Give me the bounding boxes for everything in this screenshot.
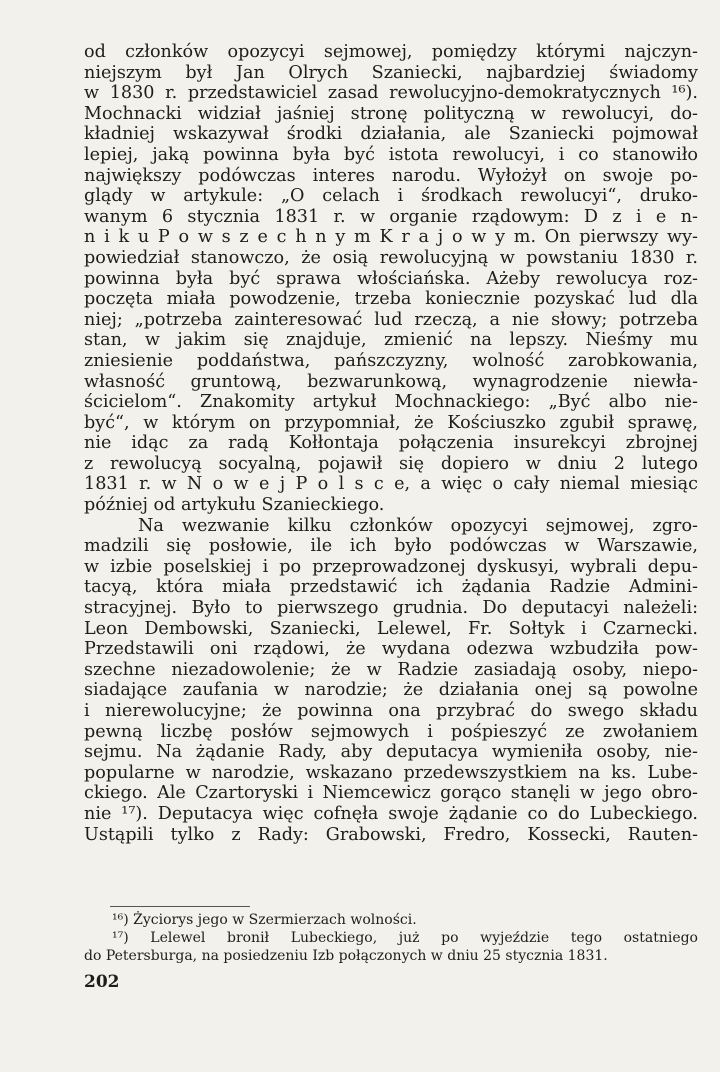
text-line: i nierewolucyjne; że powinna ona przybrać do swego składu [84, 701, 698, 721]
text-line: tacyą, która miała przedstawić ich żądania Radzie Admini- [84, 577, 698, 598]
text-line: z rewolucyą socyalną, pojawił się dopiero w dniu 2 lutego [84, 453, 698, 474]
text-line: zniesienie poddaństwa, pańszczyzny, wolność zarobkowania, [84, 350, 698, 371]
page-number: 202 [84, 972, 120, 992]
text-line: nie ¹⁷). Deputacya więc cofnęła swoje żądanie co do Lubeckiego. [84, 803, 698, 824]
text-line: poczęta miała powodzenie, trzeba koniecznie pozyskać lud dla [84, 289, 698, 310]
text-line: pewną liczbę posłów sejmowych i pośpieszyć ze zwołaniem [84, 721, 698, 742]
text-line: sejmu. Na żądanie Rady, aby deputacya wymieniła osoby, nie- [84, 742, 698, 763]
text-line: być“, w którym on przypomniał, że Kościuszko zgubił sprawę, [84, 412, 698, 433]
text-line: stracyjnej. Było to pierwszego grudnia. Do deputacyi należeli: [84, 598, 698, 619]
text-line: wanym 6 stycznia 1831 r. w organie rządowym: D z i e n- [84, 206, 698, 227]
text-line: Ustąpili tylko z Rady: Grabowski, Fredro, Kossecki, Rauten- [84, 824, 698, 845]
text-line: siadające zaufania w narodzie; że działania onej są powolne [84, 680, 698, 701]
footnote-17: ¹⁷) Lelewel bronił Lubeckiego, już po wyjeździe tego ostatniego [112, 930, 698, 946]
text-line: niejszym był Jan Olrych Szaniecki, najbardziej świadomy [84, 62, 698, 83]
text-line: lepiej, jaką powinna była być istota rewolucyi, i co stanowiło [84, 144, 698, 165]
text-line: w 1830 r. przedstawiciel zasad rewolucyjno-demokratycznych ¹⁶). [84, 83, 698, 104]
text-line: stan, w jakim się znajduje, zmienić na lepszy. Nieśmy mu [84, 330, 698, 351]
footnote-17-continued: do Petersburga, na posiedzeniu Izb połączonych w dniu 25 stycznia 1831. [84, 948, 608, 964]
text-line: ścicielom“. Znakomity artykuł Mochnackiego: „Być albo nie- [84, 392, 698, 413]
footnotes [84, 911, 698, 965]
text-line: szechne niezadowolenie; że w Radzie zasiadają osoby, niepo- [84, 659, 698, 680]
text-line: największy podówczas interes narodu. Wyłożył on swoje po- [84, 165, 698, 186]
text-line: powinna była być sprawa włościańska. Ażeby rewolucya roz- [84, 268, 698, 289]
footnote-16: ¹⁶) Życiorys jego w Szermierzach wolności. [112, 912, 417, 928]
text-line: 1831 r. w N o w e j P o l s c e, a więc o cały niemal miesiąc [84, 474, 698, 495]
text-line: później od artykułu Szanieckiego. [84, 495, 385, 516]
text-line: powiedział stanowczo, że osią rewolucyjną w powstaniu 1830 r. [84, 247, 698, 268]
text-line: niej; „potrzeba zainteresować lud rzeczą, a nie słowy; potrzeba [84, 309, 698, 330]
footnote-divider [110, 906, 250, 907]
text-line: nie idąc za radą Kołłontaja połączenia insurekcyi zbrojnej [84, 433, 698, 454]
text-line: madzili się posłowie, ile ich było podówczas w Warszawie, [84, 536, 698, 557]
text-line: własność gruntową, bezwarunkową, wynagrodzenie niewła- [84, 371, 698, 392]
text-line: kładniej wskazywał środki działania, ale Szaniecki pojmował [84, 124, 698, 145]
text-line: Mochnacki widział jaśniej stronę polityczną w rewolucyi, do- [84, 103, 698, 124]
main-text [84, 42, 698, 845]
text-line: Przedstawili oni rządowi, że wydana odezwa wzbudziła pow- [84, 639, 698, 660]
text-line: ckiego. Ale Czartoryski i Niemcewicz gorąco stanęli w jego obro- [84, 783, 698, 804]
text-line: Na wezwanie kilku członków opozycyi sejmowej, zgro- [138, 515, 698, 536]
text-line: w izbie poselskiej i po przeprowadzonej dyskusyi, wybrali depu- [84, 556, 698, 577]
text-line: od członków opozycyi sejmowej, pomiędzy którymi najczyn- [84, 42, 698, 62]
text-line: Leon Dembowski, Szaniecki, Lelewel, Fr. Sołtyk i Czarnecki. [84, 618, 698, 639]
text-line: popularne w narodzie, wskazano przedewszystkiem na ks. Lube- [84, 762, 698, 783]
text-line: glądy w artykule: „O celach i środkach rewolucyi“, druko- [84, 186, 698, 207]
text-line: n i k u P o w s z e c h n y m K r a j o w y m. On pierwszy wy- [84, 227, 698, 248]
